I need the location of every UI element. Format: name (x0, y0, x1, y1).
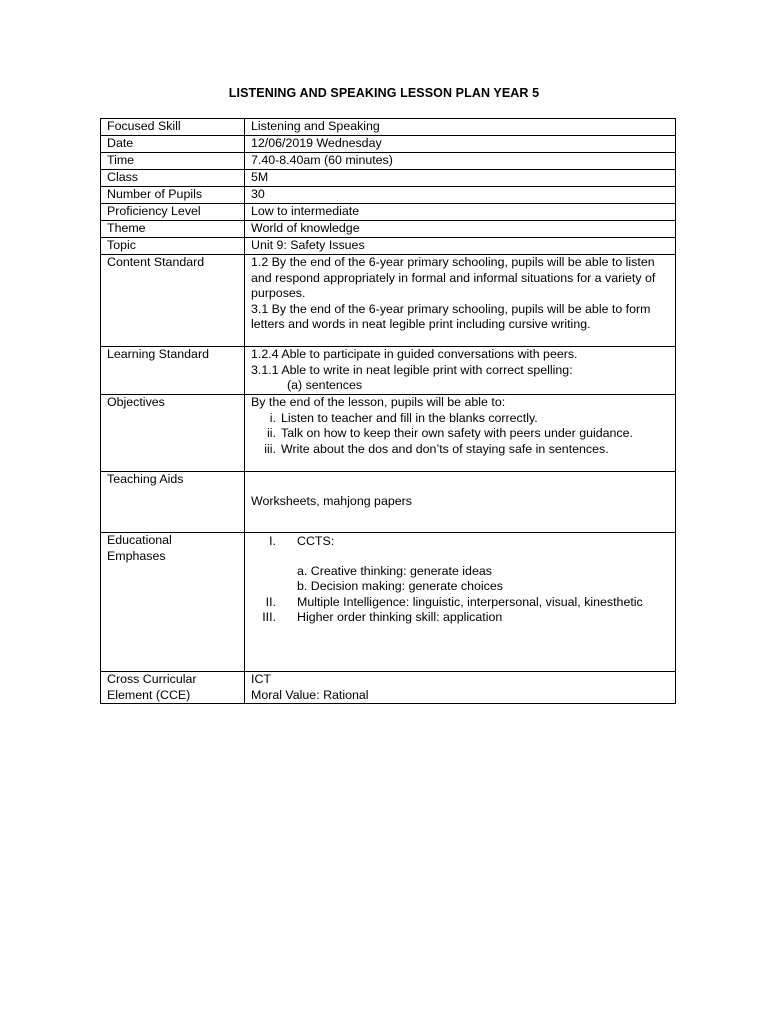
row-label (101, 672, 245, 704)
ccts-sub-item: a. Creative thinking: generate ideas (297, 563, 492, 578)
table-row-class (101, 170, 676, 187)
list-text: Listen to teacher and fill in the blanks correctly. (281, 410, 538, 425)
table-row-educational-emphases (101, 533, 676, 672)
page-title: LISTENING AND SPEAKING LESSON PLAN YEAR 5 (228, 86, 540, 100)
table-row-teaching-aids (101, 472, 676, 533)
ccts-sub-item: b. Decision making: generate choices (297, 579, 503, 593)
row-label: Focused Skill (101, 119, 245, 136)
list-text: Higher order thinking skill: application (297, 610, 503, 624)
row-label (101, 533, 245, 672)
row-label: Topic (101, 238, 245, 255)
table-row-theme (101, 221, 676, 238)
content-standard-line: 1.2 By the end of the 6-year primary schooling, pupils will be able to listen and respond appropriately in formal and informal situations for a variety of purposes. (251, 255, 656, 300)
list-item (251, 426, 670, 442)
row-value: 7.40-8.40am (60 minutes) (245, 153, 676, 170)
table-row-date (101, 136, 676, 153)
row-label: Time (101, 153, 245, 170)
row-label: Objectives (101, 395, 245, 472)
list-number: i. (269, 410, 276, 425)
row-label: Date (101, 136, 245, 153)
row-label-line: Educational (107, 533, 172, 547)
learning-standard-line: 3.1.1 Able to write in neat legible print with correct spelling: (251, 362, 573, 377)
list-text: Write about the dos and don’ts of staying safe in sentences. (281, 441, 609, 456)
row-value (245, 347, 676, 395)
table-row-focused-skill (101, 119, 676, 136)
list-number: II. (265, 594, 276, 609)
spacer (251, 550, 670, 564)
row-label: Teaching Aids (101, 472, 245, 533)
lesson-plan-table (100, 118, 676, 704)
learning-standard-line: (a) sentences (287, 378, 363, 392)
list-item (251, 595, 670, 611)
row-value: 30 (245, 187, 676, 204)
row-value (245, 672, 676, 704)
row-value (245, 533, 676, 672)
table-row-objectives (101, 395, 676, 472)
row-label: Proficiency Level (101, 204, 245, 221)
content-standard-line: 3.1 By the end of the 6-year primary schooling, pupils will be able to form letters and words in neat legible print including cursive writing. (251, 301, 651, 331)
list-number: I. (269, 534, 276, 548)
row-value (245, 472, 676, 533)
list-number: ii. (267, 426, 276, 440)
list-number: iii. (264, 441, 276, 456)
row-label-line: Element (CCE) (107, 687, 191, 702)
table-row-proficiency (101, 204, 676, 221)
row-label: Theme (101, 221, 245, 238)
row-value: 12/06/2019 Wednesday (245, 136, 676, 153)
row-value: World of knowledge (245, 221, 676, 238)
row-value: Listening and Speaking (245, 119, 676, 136)
row-label: Learning Standard (101, 347, 245, 395)
learning-standard-line: 1.2.4 Able to participate in guided conversations with peers. (251, 347, 578, 361)
list-text: Talk on how to keep their own safety with peers under guidance. (281, 426, 633, 440)
table-row-topic (101, 238, 676, 255)
row-label-line: Emphases (107, 548, 166, 563)
row-label: Number of Pupils (101, 187, 245, 204)
row-value: 5M (245, 170, 676, 187)
teaching-aids-value: Worksheets, mahjong papers (251, 494, 412, 508)
objectives-list (251, 411, 670, 458)
row-value: Unit 9: Safety Issues (245, 238, 676, 255)
table-row-pupils (101, 187, 676, 204)
list-item (251, 610, 670, 626)
cce-value-line: ICT (251, 672, 271, 686)
list-text: CCTS: (297, 534, 335, 548)
row-label: Content Standard (101, 255, 245, 347)
objectives-intro: By the end of the lesson, pupils will be able to: (251, 395, 506, 409)
cce-value-line: Moral Value: Rational (251, 687, 369, 702)
list-number: III. (262, 610, 276, 624)
table-row-time (101, 153, 676, 170)
list-item (251, 411, 670, 427)
list-item (251, 534, 670, 550)
row-label: Class (101, 170, 245, 187)
table-row-learning-standard (101, 347, 676, 395)
row-value (245, 255, 676, 347)
list-text: Multiple Intelligence: linguistic, interpersonal, visual, kinesthetic (297, 594, 643, 609)
row-value (245, 395, 676, 472)
row-label-line: Cross Curricular (107, 672, 197, 686)
list-item (251, 442, 670, 458)
row-value: Low to intermediate (245, 204, 676, 221)
table-row-cce (101, 672, 676, 704)
emphases-list (251, 533, 670, 626)
table-row-content-standard (101, 255, 676, 347)
